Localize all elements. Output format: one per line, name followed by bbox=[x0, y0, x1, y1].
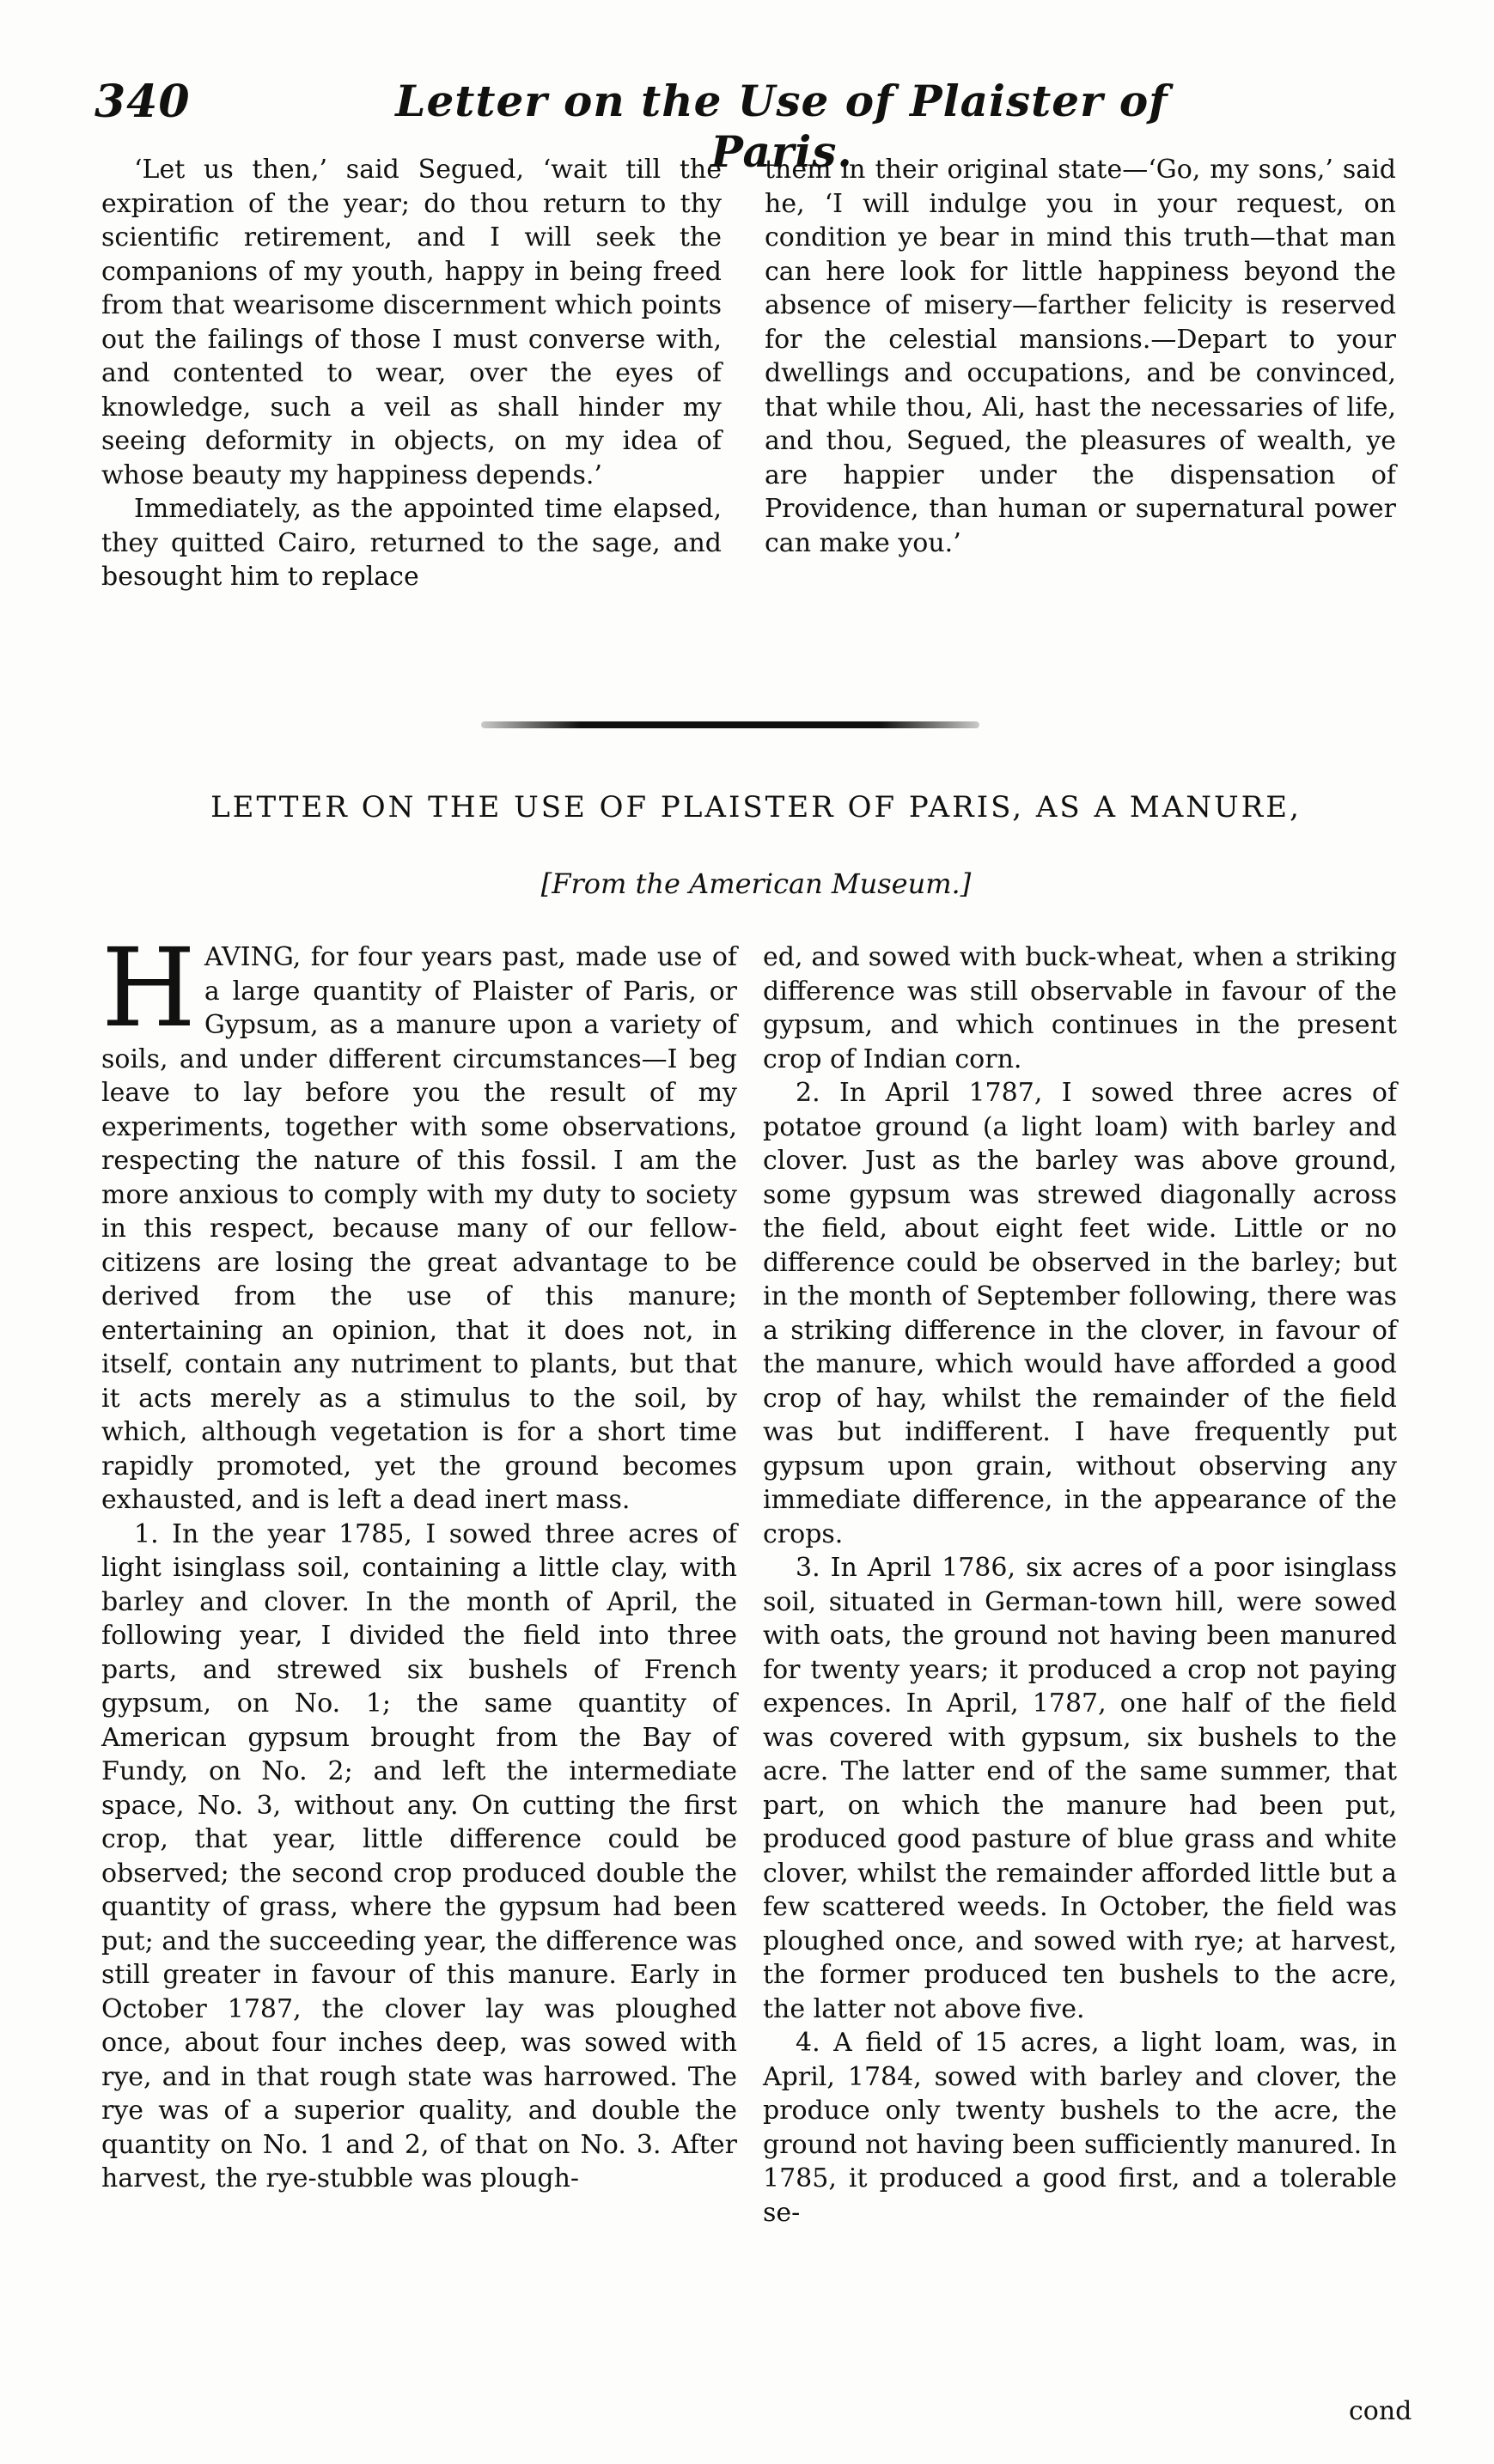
paragraph-text: AVING, for four years past, made use of a large quantity of Plaister of Paris, or Gypsum, as a manure upon a variety of soils, and under different circumstances—I beg leave to lay before you the result of my experiments, together with some observations, respecting the nature of this fossil. I am the more anxious to comply with my duty to society in this respect, because many of our fellow-citizens are losing the great advantage to be derived from the use of this manure; entertaining an opinion, that it does not, in itself, contain any nutriment to plants, but that it acts merely as a stimulus to the soil, by which, although vegetation is for a short time rapidly promoted, yet the ground becomes exhausted, and is left a dead inert mass. bbox=[101, 942, 737, 1515]
section-divider bbox=[481, 721, 979, 728]
paragraph: ‘Let us then,’ said Segued, ‘wait till the expiration of the year; do thou return to thy scientific retirement, and I will seek the companions of my youth, happy in being freed from that wearisome discernment which points out the failings of those I must converse with, and contented to wear, over the eyes of knowledge, such a veil as shall hinder my seeing deformity in objects, on my idea of whose beauty my happiness depends.’ bbox=[101, 155, 722, 490]
page-header bbox=[95, 76, 1409, 177]
running-title: Letter on the Use of Plaister of Paris. bbox=[395, 76, 1168, 177]
article-right-column bbox=[763, 940, 1397, 2230]
top-left-column bbox=[101, 153, 722, 594]
paragraph: them in their original state—‘Go, my sons,’ said he, ‘I will indulge you in your request, on condition ye bear in mind this truth—that man can here look for little happiness beyond the absence of misery—farther felicity is reserved for the celestial mansions.—Depart to your dwellings and occupations, and be convinced, that while thou, Ali, hast the necessaries of life, and thou, Segued, the pleasures of wealth, ye are happier under the dispensation of Providence, than human or supernatural power can make you.’ bbox=[765, 155, 1396, 558]
top-right-column bbox=[765, 153, 1396, 560]
paragraph: 1. In the year 1785, I sowed three acres of light isinglass soil, containing a little clay, with barley and clover. In the month of April, the following year, I divided the field into three parts, and strewed six bushels of French gypsum, on No. 1; the same quantity of American gypsum brought from the Bay of Fundy, on No. 2; and left the intermediate space, No. 3, without any. On cutting the first crop, that year, little difference could be observed; the second crop produced double the quantity of grass, where the gypsum had been put; and the succeeding year, the difference was still greater in favour of this manure. Early in October 1787, the clover lay was ploughed once, about four inches deep, was sowed with rye, and in that rough state was harrowed. The rye was of a superior quality, and double the quantity on No. 1 and 2, of that on No. 3. After harvest, the rye-stubble was plough- bbox=[101, 1518, 737, 2193]
opening-paragraph bbox=[101, 925, 737, 1518]
article-title: LETTER ON THE USE OF PLAISTER OF PARIS, AS A MANURE, bbox=[210, 790, 1302, 824]
article-source: [From the American Museum.] bbox=[540, 867, 972, 900]
drop-cap: H bbox=[101, 925, 196, 1051]
article-left-column bbox=[101, 925, 737, 2196]
paragraph: 2. In April 1787, I sowed three acres of potatoe ground (a light loam) with barley and clover. Just as the barley was above ground, some gypsum was strewed diagonally across the field, about eight feet wide. Little or no difference could be observed in the barley; but in the month of September following, there was a striking difference in the clover, in favour of the manure, which would have afforded a good crop of hay, whilst the remainder of the field was but indifferent. I have frequently put gypsum upon grain, without observing any immediate difference, in the appearance of the crops. bbox=[763, 1078, 1397, 1549]
page-number: 340 bbox=[95, 76, 191, 128]
paragraph: ed, and sowed with buck-wheat, when a striking difference was still observable in favour of the gypsum, and which continues in the present crop of Indian corn. bbox=[763, 942, 1397, 1074]
paragraph: Immediately, as the appointed time elapsed, they quitted Cairo, returned to the sage, and besought him to replace bbox=[101, 494, 722, 592]
paragraph: 4. A field of 15 acres, a light loam, was, in April, 1784, sowed with barley and clover, the produce only twenty bushels to the acre, the ground not having been sufficiently manured. In 1785, it produced a good first, and a tolerable se- bbox=[763, 2028, 1397, 2228]
catchword: cond bbox=[1349, 2396, 1412, 2426]
paragraph: 3. In April 1786, six acres of a poor isinglass soil, situated in German-town hill, were sowed with oats, the ground not having been manured for twenty years; it produced a crop not paying expences. In April, 1787, one half of the field was covered with gypsum, six bushels to the acre. The latter end of the same summer, that part, on which the manure had been put, produced good pasture of blue grass and white clover, whilst the remainder afforded little but a few scattered weeds. In October, the field was ploughed once, and sowed with rye; at harvest, the former produced ten bushels to the acre, the latter not above five. bbox=[763, 1553, 1397, 2024]
